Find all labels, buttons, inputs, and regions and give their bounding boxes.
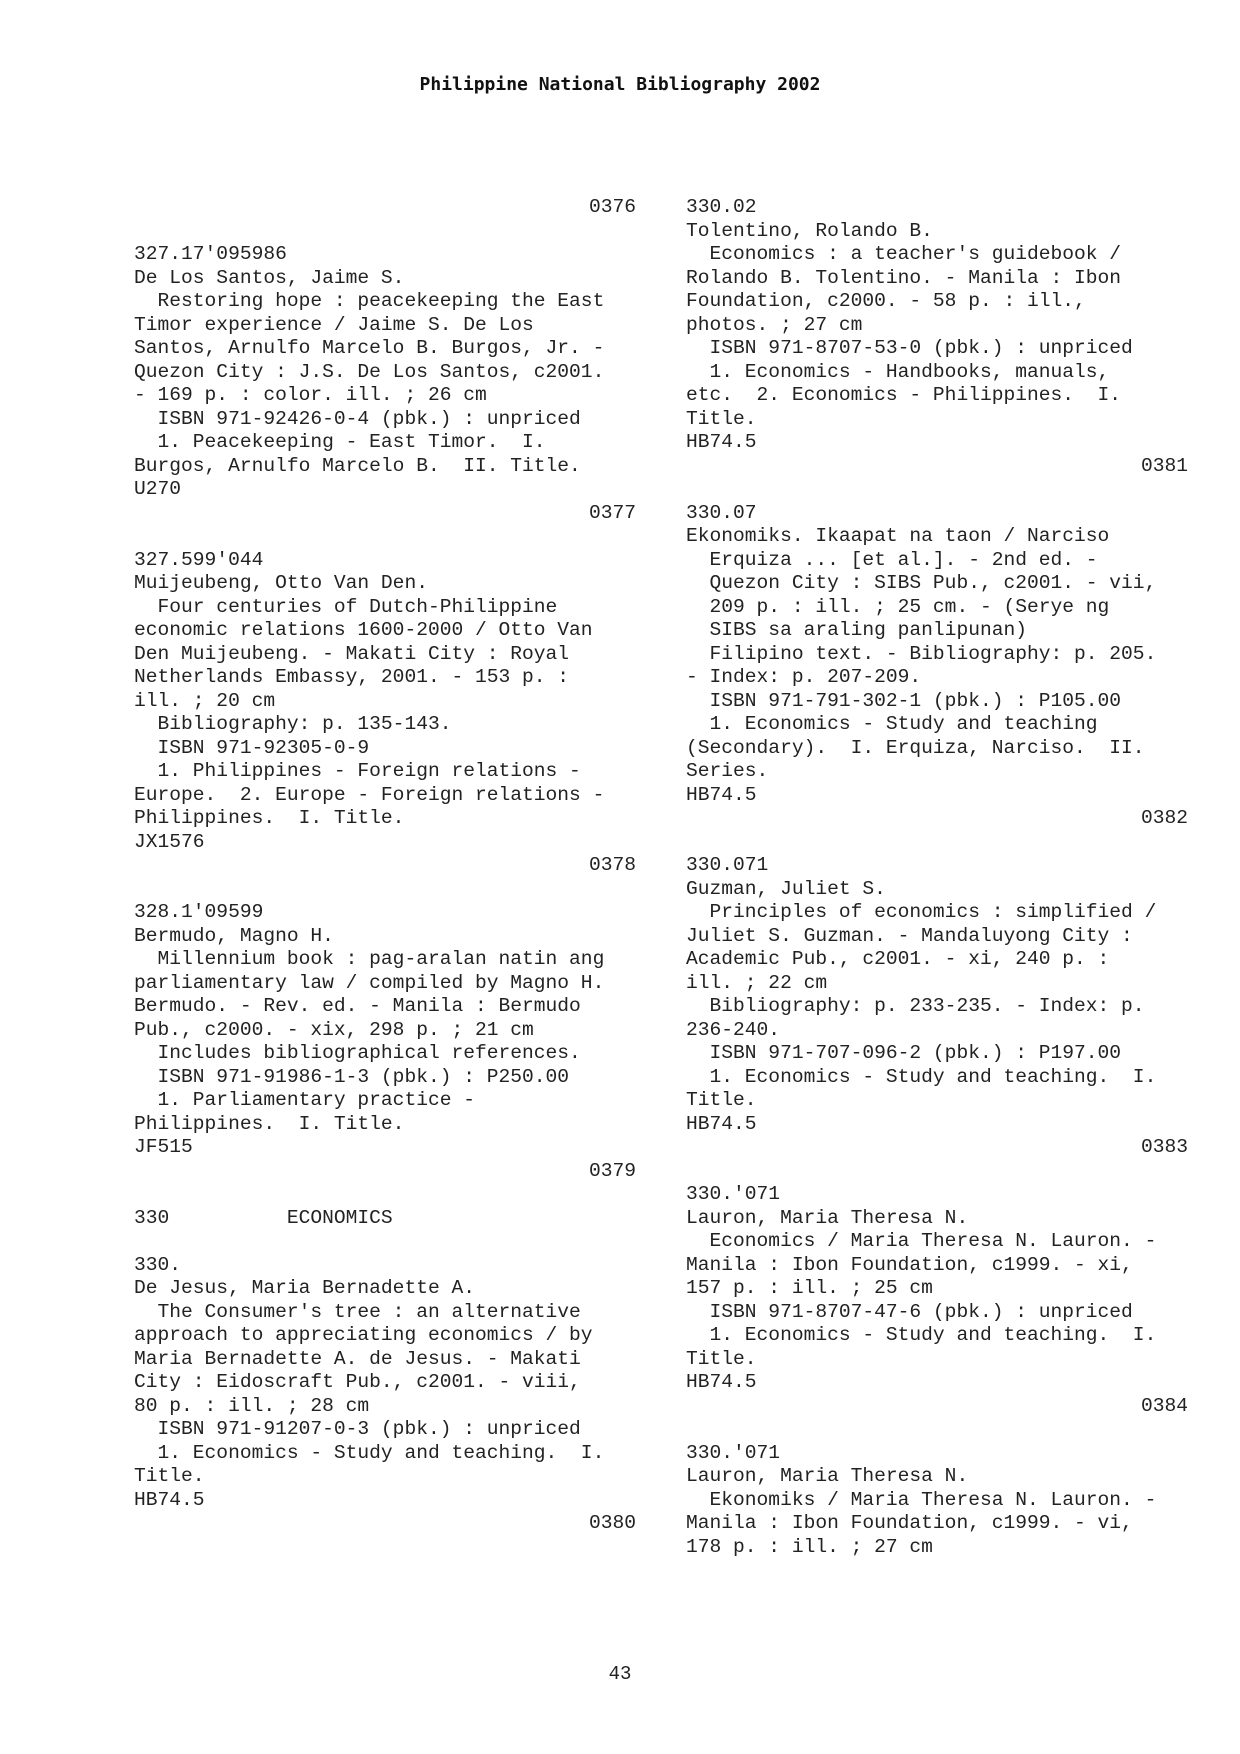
- entry-line: 157 p. : ill. ; 25 cm: [686, 1277, 933, 1299]
- entry-line: ISBN 971-8707-53-0 (pbk.) : unpriced: [686, 337, 1133, 359]
- entry-line: Economics : a teacher's guidebook /: [686, 243, 1122, 265]
- left-column: [134, 196, 674, 1536]
- entry-line: Europe. 2. Europe - Foreign relations -: [134, 783, 605, 806]
- entry-line: Lauron, Maria Theresa N.: [686, 1206, 969, 1229]
- entry-line: [134, 220, 674, 244]
- entry-line: 1. Peacekeeping - East Timor. I.: [134, 431, 546, 453]
- entry-line: Tolentino, Rolando B.: [686, 219, 933, 242]
- entry-line: 1. Philippines - Foreign relations -: [134, 760, 581, 782]
- entry-line: Maria Bernadette A. de Jesus. - Makati: [134, 1347, 581, 1370]
- entry-line: Millennium book : pag-aralan natin ang: [134, 948, 605, 970]
- entry-line: HB74.5: [686, 431, 757, 453]
- entry-line: Quezon City : SIBS Pub., c2001. - vii,: [686, 572, 1157, 594]
- entry-line: 1. Economics - Handbooks, manuals,: [686, 360, 1110, 383]
- entry-number: 0381: [1140, 454, 1188, 477]
- entry-line: Netherlands Embassy, 2001. - 153 p. :: [134, 666, 570, 688]
- entry-line: Economics / Maria Theresa N. Lauron. -: [686, 1230, 1157, 1252]
- entry-line: ISBN 971-707-096-2 (pbk.) : P197.00: [686, 1042, 1122, 1064]
- entry-line: Erquiza ... [et al.]. - 2nd ed. -: [686, 548, 1098, 571]
- entry-line: Philippines. I. Title.: [134, 1112, 405, 1135]
- entry-line: - Index: p. 207-209.: [686, 666, 922, 688]
- entry-line: Title.: [686, 407, 757, 430]
- entry-line: 330.07: [686, 501, 757, 524]
- entry-line: Philippines. I. Title.: [134, 807, 405, 829]
- entry-line: - 169 p. : color. ill. ; 26 cm: [134, 384, 487, 406]
- entry-line: 80 p. : ill. ; 28 cm: [134, 1394, 370, 1417]
- entry-number: 0378: [588, 854, 636, 876]
- entry-line: 327.599'044: [134, 548, 264, 571]
- entry-line: Filipino text. - Bibliography: p. 205.: [686, 642, 1157, 665]
- entry-line: (Secondary). I. Erquiza, Narciso. II.: [686, 736, 1145, 759]
- entry-line: etc. 2. Economics - Philippines. I.: [686, 384, 1122, 406]
- entry-line: Series.: [686, 760, 769, 782]
- entry-number: 0382: [1140, 807, 1188, 829]
- entry-line: ISBN 971-91207-0-3 (pbk.) : unpriced: [134, 1418, 581, 1440]
- entry-line: Bibliography: p. 135-143.: [134, 713, 452, 735]
- entry-line: Title.: [686, 1347, 757, 1370]
- entry-line: Includes bibliographical references.: [134, 1042, 581, 1064]
- entry-line: [686, 478, 1226, 502]
- entry-line: Juliet S. Guzman. - Mandaluyong City :: [686, 924, 1133, 947]
- entry-line: economic relations 1600-2000 / Otto Van: [134, 619, 593, 641]
- entry-line: Manila : Ibon Foundation, c1999. - xi,: [686, 1253, 1133, 1276]
- entry-line: [686, 1418, 1226, 1442]
- entry-number: 0379: [588, 1159, 636, 1182]
- entry-line: ill. ; 20 cm: [134, 689, 276, 712]
- entry-line: [134, 1230, 674, 1254]
- entry-line: ill. ; 22 cm: [686, 971, 828, 994]
- entry-line: Ekonomiks / Maria Theresa N. Lauron. -: [686, 1488, 1157, 1511]
- entry-line: Santos, Arnulfo Marcelo B. Burgos, Jr. -: [134, 337, 605, 359]
- entry-line: Principles of economics : simplified /: [686, 901, 1157, 923]
- entry-line: approach to appreciating economics / by: [134, 1324, 593, 1346]
- entry-line: Lauron, Maria Theresa N.: [686, 1465, 969, 1487]
- page-title: Philippine National Bibliography 2002: [419, 74, 821, 95]
- entry-line: Quezon City : J.S. De Los Santos, c2001.: [134, 360, 605, 383]
- entry-line: [134, 525, 674, 549]
- entry-number: 0380: [588, 1512, 636, 1534]
- entry-line: Bibliography: p. 233-235. - Index: p.: [686, 995, 1145, 1017]
- entry-line: Title.: [134, 1465, 205, 1487]
- entry-number: 0376: [588, 196, 636, 218]
- entry-line: ISBN 971-791-302-1 (pbk.) : P105.00: [686, 689, 1122, 712]
- entry-line: 327.17'095986: [134, 243, 287, 265]
- entry-line: De Los Santos, Jaime S.: [134, 266, 405, 289]
- entry-line: Den Muijeubeng. - Makati City : Royal: [134, 642, 570, 665]
- entry-line: 330.'071: [686, 1441, 781, 1464]
- entry-line: Ekonomiks. Ikaapat na taon / Narciso: [686, 525, 1110, 547]
- entry-line: JF515: [134, 1136, 193, 1158]
- right-column: [686, 196, 1226, 1559]
- entry-line: Muijeubeng, Otto Van Den.: [134, 572, 428, 594]
- entry-line: ISBN 971-92305-0-9: [134, 736, 370, 759]
- entry-line: 1. Economics - Study and teaching. I.: [686, 1324, 1157, 1346]
- entry-line: [134, 1183, 674, 1207]
- entry-line: 330 ECONOMICS: [134, 1206, 393, 1229]
- entry-line: 330.: [134, 1253, 182, 1276]
- entry-line: Guzman, Juliet S.: [686, 877, 886, 900]
- entry-line: 1. Economics - Study and teaching: [686, 713, 1098, 735]
- entry-line: HB74.5: [686, 783, 757, 806]
- entry-line: 330.071: [686, 854, 769, 876]
- entry-line: 330.02: [686, 196, 757, 218]
- entry-number: 0384: [1140, 1394, 1188, 1417]
- entry-line: Manila : Ibon Foundation, c1999. - vi,: [686, 1512, 1133, 1534]
- entry-line: 178 p. : ill. ; 27 cm: [686, 1535, 933, 1558]
- entry-line: 236-240.: [686, 1018, 781, 1041]
- entry-line: ISBN 971-91986-1-3 (pbk.) : P250.00: [134, 1065, 570, 1088]
- entry-line: parliamentary law / compiled by Magno H.: [134, 971, 605, 994]
- entry-line: HB74.5: [686, 1112, 757, 1135]
- entry-number: 0377: [588, 501, 636, 524]
- entry-line: Academic Pub., c2001. - xi, 240 p. :: [686, 948, 1110, 970]
- entry-line: 1. Parliamentary practice -: [134, 1089, 475, 1111]
- entry-line: 1. Economics - Study and teaching. I.: [686, 1065, 1157, 1088]
- entry-line: 1. Economics - Study and teaching. I.: [134, 1441, 605, 1464]
- entry-line: De Jesus, Maria Bernadette A.: [134, 1277, 475, 1299]
- entry-line: Foundation, c2000. - 58 p. : ill.,: [686, 290, 1086, 312]
- entry-number: 0383: [1140, 1136, 1188, 1158]
- entry-line: HB74.5: [686, 1371, 757, 1393]
- entry-line: Pub., c2000. - xix, 298 p. ; 21 cm: [134, 1018, 534, 1041]
- entry-line: Bermudo, Magno H.: [134, 924, 334, 947]
- entry-line: ISBN 971-92426-0-4 (pbk.) : unpriced: [134, 407, 581, 430]
- entry-line: ISBN 971-8707-47-6 (pbk.) : unpriced: [686, 1300, 1133, 1323]
- entry-line: [686, 831, 1226, 855]
- entry-line: 328.1'09599: [134, 901, 264, 923]
- entry-line: U270: [134, 478, 182, 500]
- entry-line: The Consumer's tree : an alternative: [134, 1300, 581, 1323]
- entry-line: 330.'071: [686, 1183, 781, 1205]
- entry-line: Timor experience / Jaime S. De Los: [134, 313, 534, 336]
- entry-line: 209 p. : ill. ; 25 cm. - (Serye ng: [686, 595, 1110, 618]
- entry-line: City : Eidoscraft Pub., c2001. - viii,: [134, 1371, 581, 1393]
- entry-line: Burgos, Arnulfo Marcelo B. II. Title.: [134, 454, 581, 477]
- entry-line: [686, 1160, 1226, 1184]
- entry-line: photos. ; 27 cm: [686, 313, 863, 336]
- entry-line: HB74.5: [134, 1488, 205, 1511]
- entry-line: Four centuries of Dutch-Philippine: [134, 595, 558, 618]
- entry-line: Title.: [686, 1089, 757, 1111]
- page-number: 43: [608, 1663, 632, 1685]
- entry-line: [134, 878, 674, 902]
- entry-line: Bermudo. - Rev. ed. - Manila : Bermudo: [134, 995, 581, 1017]
- entry-line: SIBS sa araling panlipunan): [686, 619, 1027, 641]
- entry-line: Rolando B. Tolentino. - Manila : Ibon: [686, 266, 1122, 289]
- entry-line: Restoring hope : peacekeeping the East: [134, 290, 605, 312]
- entry-line: JX1576: [134, 830, 205, 853]
